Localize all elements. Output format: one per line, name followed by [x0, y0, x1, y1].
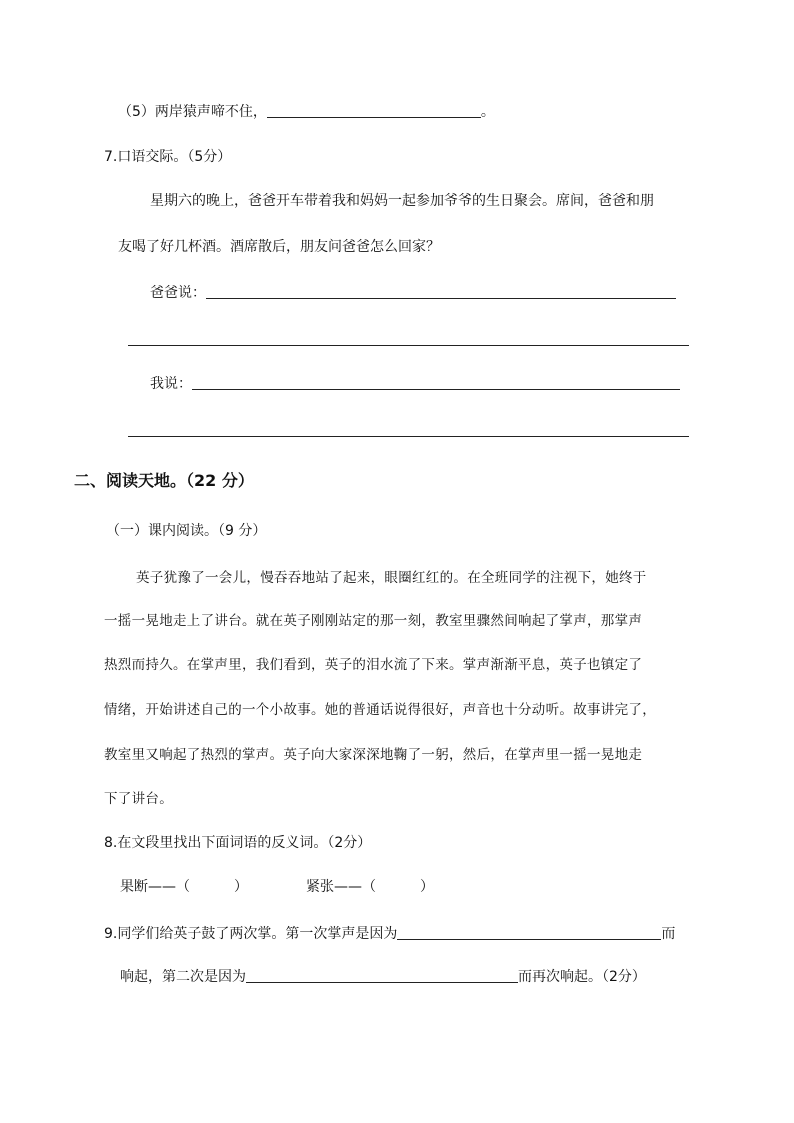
- part-1-title: （一）课内阅读。（9 分）: [106, 523, 267, 539]
- dad-says-blank[interactable]: [206, 284, 676, 299]
- q5-text: （5）两岸猿声啼不住，: [118, 104, 267, 120]
- passage-line: 热烈而持久。在掌声里，我们看到，英子的泪水流了下来。掌声渐渐平息，英子也镇定了: [104, 657, 643, 673]
- q8-item-1-close: ）: [234, 879, 248, 895]
- q9-line-2: [120, 967, 646, 987]
- q9-first-reason-blank[interactable]: [397, 925, 661, 940]
- q7-paragraph-line-1: 星期六的晚上，爸爸开车带着我和妈妈一起参加爷爷的生日聚会。席间，爸爸和朋: [150, 193, 654, 209]
- passage-line: 一摇一晃地走上了讲台。就在英子刚刚站定的那一刻，教室里骤然间响起了掌声，那掌声: [104, 613, 643, 629]
- q8-title: 8.在文段里找出下面词语的反义词。（2分）: [104, 835, 372, 851]
- q5-line: [118, 102, 495, 122]
- passage-line: 英子犹豫了一会儿，慢吞吞地站了起来，眼圈红红的。在全班同学的注视下，她终于: [136, 570, 647, 586]
- dad-says-label: 爸爸说：: [150, 285, 206, 301]
- q9-line-1: [104, 924, 675, 944]
- i-say-label: 我说：: [150, 376, 192, 392]
- q8-item-2-close: ）: [420, 879, 434, 895]
- q7-me-line: [150, 374, 680, 394]
- q9-line-1-end: 而: [661, 926, 676, 942]
- q8-item-2-label: 紧张——（: [306, 879, 376, 895]
- passage-line: 下了讲台。: [104, 791, 173, 807]
- section-2-title: 二、阅读天地。（22 分）: [74, 471, 254, 490]
- dad-says-blank-line-2[interactable]: [128, 345, 689, 346]
- q7-paragraph-line-2: 友喝了好几杯酒。酒席散后，朋友问爸爸怎么回家？: [118, 239, 440, 255]
- q7-title: 7.口语交际。（5分）: [104, 149, 232, 165]
- q5-answer-blank[interactable]: [267, 103, 481, 118]
- i-say-blank-line-2[interactable]: [128, 436, 689, 437]
- q7-dad-line: [150, 283, 676, 303]
- q9-line-1-text: 9.同学们给英子鼓了两次掌。第一次掌声是因为: [104, 926, 398, 942]
- q9-line-2-text: 响起，第二次是因为: [120, 969, 246, 985]
- q8-items: [120, 877, 434, 897]
- i-say-blank[interactable]: [192, 375, 680, 390]
- q5-end: 。: [480, 104, 495, 120]
- passage-line: 教室里又响起了热烈的掌声。英子向大家深深地鞠了一躬，然后，在掌声里一摇一晃地走: [104, 747, 643, 763]
- passage-line: 情绪，开始讲述自己的一个小故事。她的普通话说得很好，声音也十分动听。故事讲完了，: [104, 702, 656, 718]
- q9-line-2-end: 而再次响起。（2分）: [518, 969, 646, 985]
- q8-item-1-label: 果断——（: [120, 879, 190, 895]
- q9-second-reason-blank[interactable]: [246, 968, 518, 983]
